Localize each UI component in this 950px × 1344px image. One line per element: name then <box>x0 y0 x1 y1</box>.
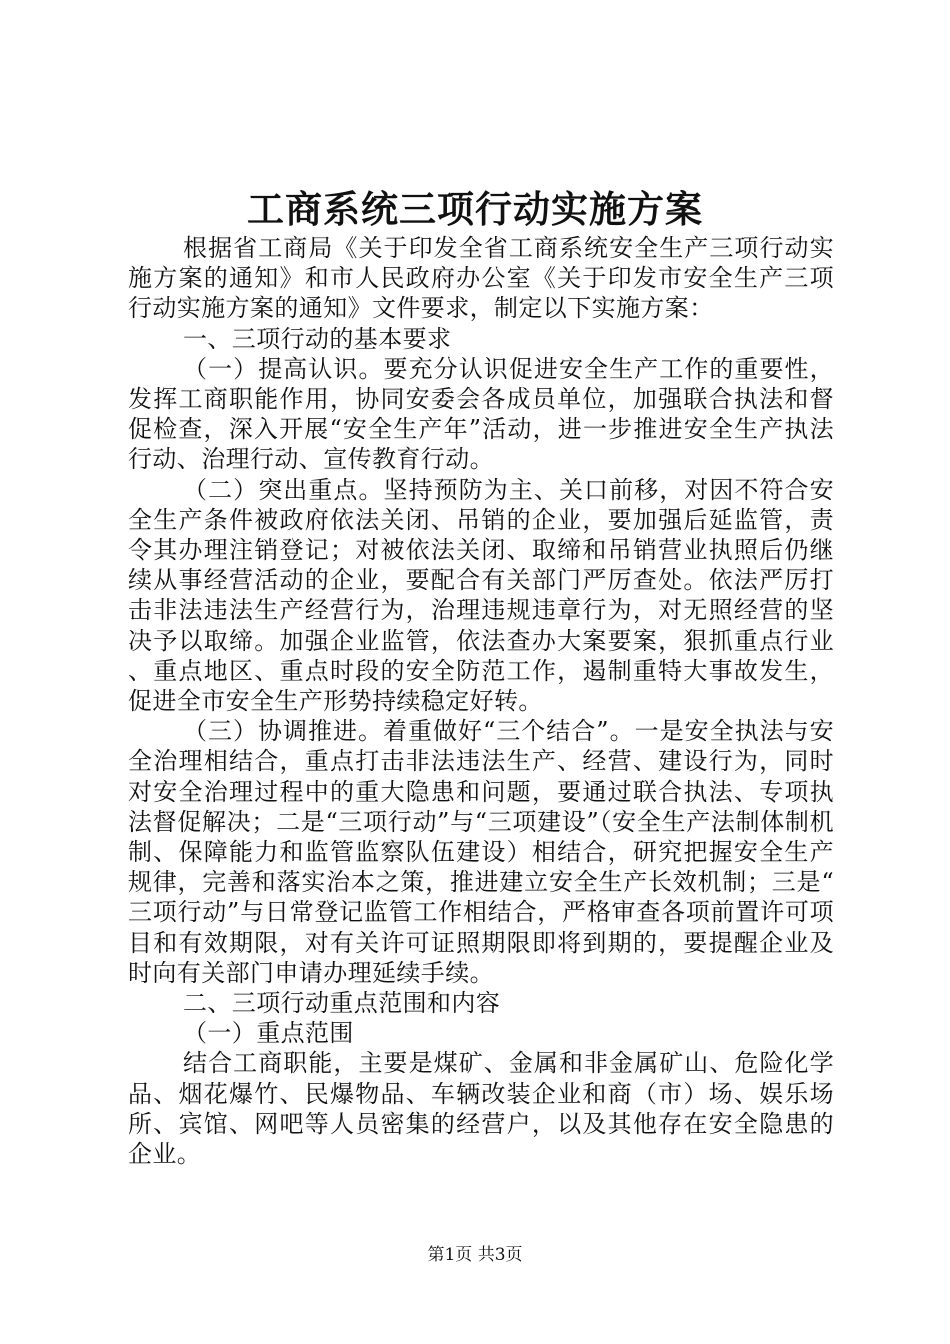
document-body <box>128 233 834 1169</box>
subsection-paragraph-1: （一）提高认识。要充分认识促进安全生产工作的重要性，发挥工商职能作用，协同安委会各成员单位，加强联合执法和督促检查，深入开展“安全生产年”活动，进一步推进安全生产执法行动、治理行动、宣传教育行动。 <box>128 354 834 474</box>
page-footer: 第1页 共3页 <box>427 1245 523 1265</box>
document-title: 工商系统三项行动实施方案 <box>247 187 703 231</box>
intro-paragraph: 根据省工商局《关于印发全省工商系统安全生产三项行动实施方案的通知》和市人民政府办公室《关于印发市安全生产三项行动实施方案的通知》文件要求，制定以下实施方案： <box>128 234 834 323</box>
subsection-heading-scope: （一）重点范围 <box>183 1019 354 1048</box>
scope-paragraph: 结合工商职能，主要是煤矿、金属和非金属矿山、危险化学品、烟花爆竹、民爆物品、车辆改装企业和商（市）场、娱乐场所、宾馆、网吧等人员密集的经营户，以及其他存在安全隐患的企业。 <box>128 1049 834 1169</box>
section-heading-1: 一、三项行动的基本要求 <box>183 324 452 353</box>
subsection-paragraph-3: （三）协调推进。着重做好“三个结合”。一是安全执法与安全治理相结合，重点打击非法违法生产、经营、建设行为，同时对安全治理过程中的重大隐患和问题，要通过联合执法、专项执法督促解决；二是“三项行动”与“三项建设”（安全生产法制体制机制、保障能力和监管监察队伍建设）相结合，研究把握安全生产规律，完善和落实治本之策，推进建立安全生产长效机制；三是“三项行动”与日常登记监管工作相结合，严格审查各项前置许可项目和有效期限，对有关许可证照期限即将到期的，要提醒企业及时向有关部门申请办理延续手续。 <box>128 717 834 987</box>
section-heading-2: 二、三项行动重点范围和内容 <box>183 989 501 1018</box>
subsection-paragraph-2: （二）突出重点。坚持预防为主、关口前移，对因不符合安全生产条件被政府依法关闭、吊销的企业，要加强后延监管，责令其办理注销登记；对被依法关闭、取缔和吊销营业执照后仍继续从事经营活动的企业，要配合有关部门严厉查处。依法严厉打击非法违法生产经营行为，治理违规违章行为，对无照经营的坚决予以取缔。加强企业监管，依法查办大案要案，狠抓重点行业、重点地区、重点时段的安全防范工作，遏制重特大事故发生，促进全市安全生产形势持续稳定好转。 <box>128 475 834 716</box>
